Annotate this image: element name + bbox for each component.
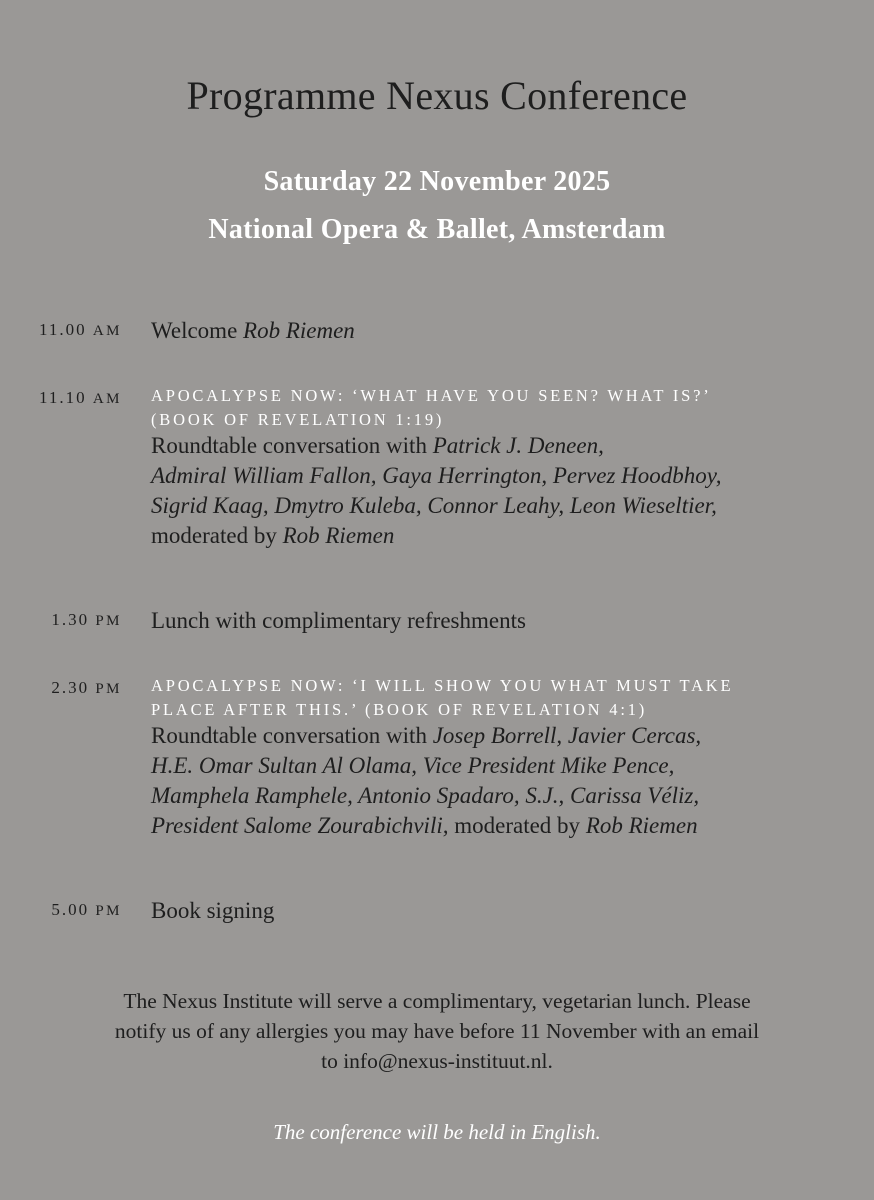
speaker-list: Mamphela Ramphele, Antonio Spadaro, S.J., Carissa Véliz, (151, 783, 700, 808)
session-intro: Roundtable conversation with Josep Borrell, Javier Cercas, (151, 723, 702, 748)
schedule-time: 1.30 PM (51, 610, 122, 629)
session-intro: Roundtable conversation with Patrick J. Deneen, (151, 433, 604, 458)
schedule-text: Book signing (151, 898, 275, 923)
speaker-name: Rob Riemen (243, 318, 355, 343)
moderator-line: moderated by Rob Riemen (151, 523, 395, 548)
lunch-note: The Nexus Institute will serve a complimentary, vegetarian lunch. Please notify us of any allergies you may have before 11 November with an email to info@nexus-instituut.nl. (114, 989, 760, 1073)
speaker-list: Admiral William Fallon, Gaya Herrington, Pervez Hoodbhoy, (151, 463, 722, 488)
moderator-line: President Salome Zourabichvili, moderated by Rob Riemen (151, 813, 698, 838)
schedule-time: 5.00 PM (51, 900, 122, 919)
schedule-time: 2.30 PM (51, 678, 122, 697)
session-heading: APOCALYPSE NOW: ‘WHAT HAVE YOU SEEN? WHAT IS?’ (151, 386, 712, 405)
schedule-text: Welcome Rob Riemen (151, 318, 355, 343)
session-heading-cont: PLACE AFTER THIS.’ (BOOK OF REVELATION 4:1) (151, 700, 648, 719)
language-note: The conference will be held in English. (273, 1120, 601, 1144)
schedule-time: 11.10 AM (38, 388, 122, 407)
speaker-list: Sigrid Kaag, Dmytro Kuleba, Connor Leahy, Leon Wieseltier, (151, 493, 717, 518)
session-heading-cont: (BOOK OF REVELATION 1:19) (151, 410, 445, 429)
event-date: Saturday 22 November 2025 (263, 166, 611, 197)
speaker-list: H.E. Omar Sultan Al Olama, Vice President Mike Pence, (151, 753, 675, 778)
schedule-text: Lunch with complimentary refreshments (151, 608, 526, 633)
session-heading: APOCALYPSE NOW: ‘I WILL SHOW YOU WHAT MUST TAKE (151, 676, 734, 695)
event-venue: National Opera & Ballet, Amsterdam (208, 214, 666, 245)
page-title: Programme Nexus Conference (186, 73, 688, 118)
schedule-time: 11.00 AM (38, 320, 122, 339)
